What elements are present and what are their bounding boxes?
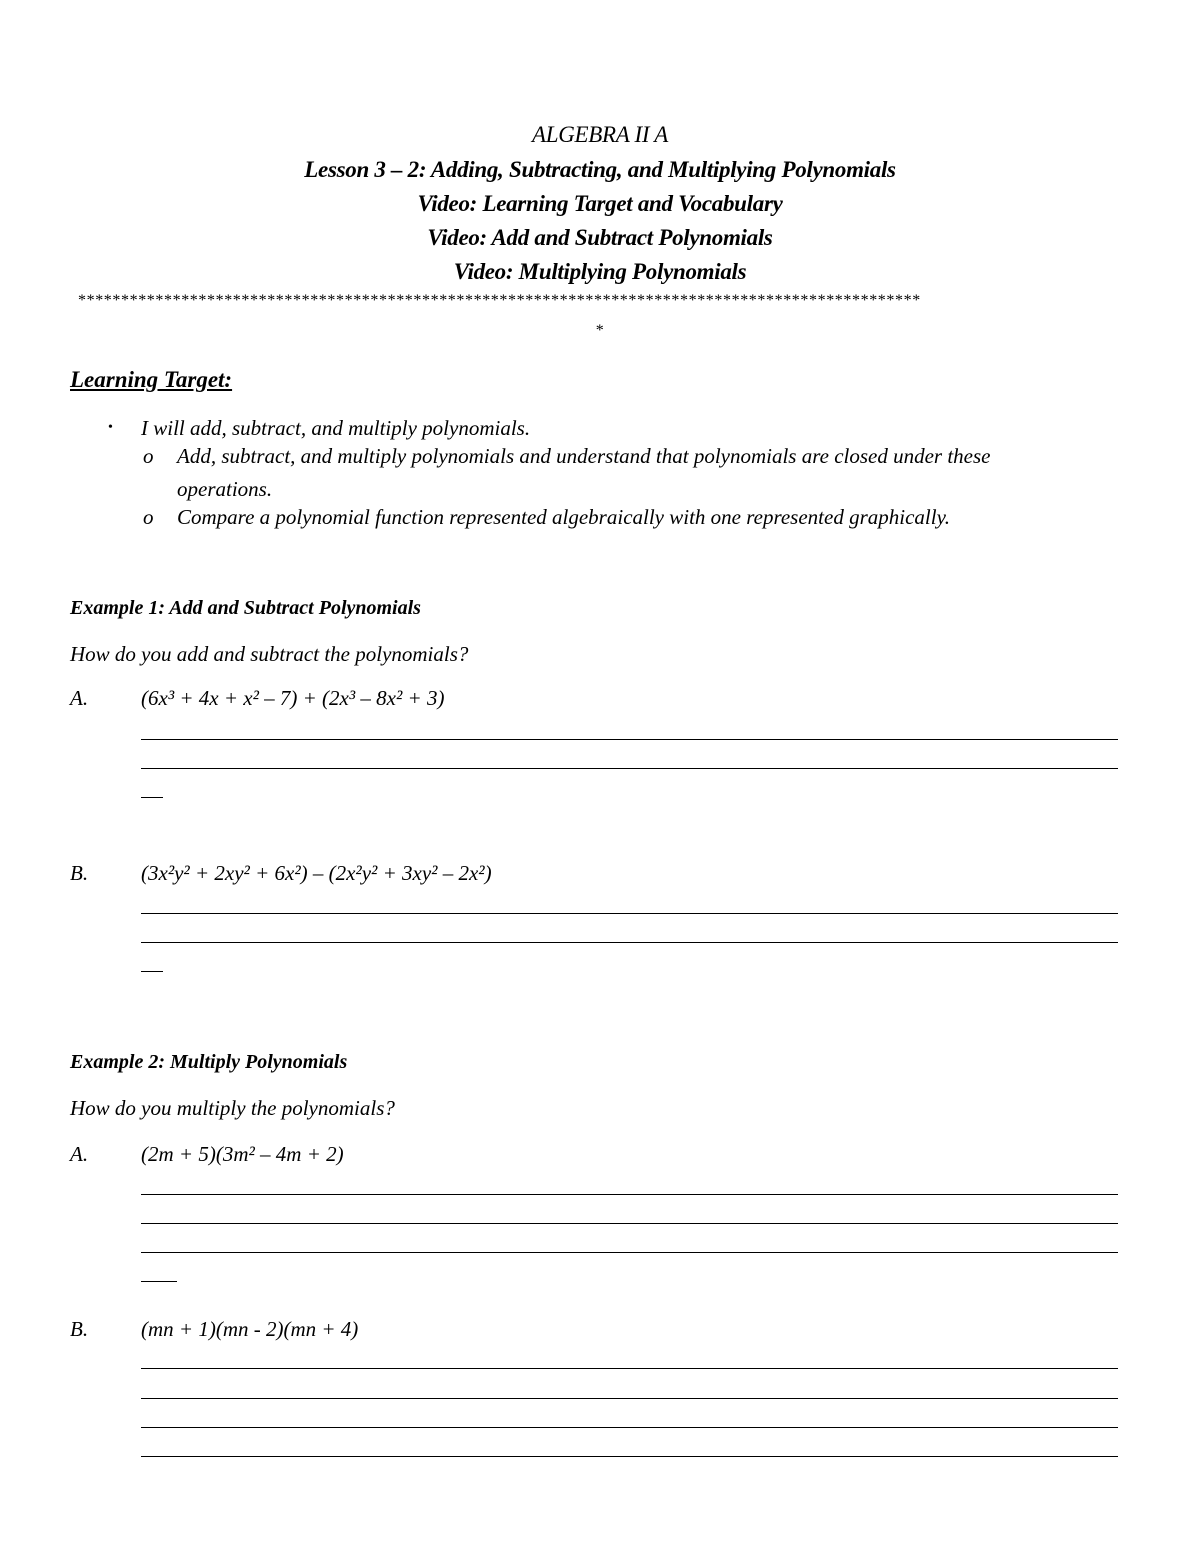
example1-title: Example 1: Add and Subtract Polynomials [70, 597, 421, 619]
learning-target-sub1: Add, subtract, and multiply polynomials and understand that polynomials are closed under these [177, 444, 991, 468]
answer-line[interactable] [141, 1368, 1118, 1369]
lesson-title: Lesson 3 – 2: Adding, Subtracting, and Multiplying Polynomials [304, 157, 896, 182]
sub-bullet-icon: o [143, 505, 154, 529]
answer-line-stub [141, 797, 163, 798]
sub-bullet-icon: o [143, 444, 154, 468]
answer-line[interactable] [141, 1427, 1118, 1428]
answer-line[interactable] [141, 913, 1118, 914]
learning-target-sub1-cont: operations. [177, 477, 273, 501]
answer-line[interactable] [141, 768, 1118, 769]
course-title: ALGEBRA II A [531, 122, 669, 147]
star-divider-end: * [595, 322, 605, 339]
answer-line[interactable] [141, 1223, 1118, 1224]
answer-line[interactable] [141, 739, 1118, 740]
example2-a-expression: (2m + 5)(3m² – 4m + 2) [141, 1142, 344, 1166]
star-divider: ************************************************************************************************** [78, 292, 921, 309]
answer-line-stub [141, 1281, 177, 1282]
example2-prompt: How do you multiply the polynomials? [70, 1096, 395, 1120]
example1-prompt: How do you add and subtract the polynomials? [70, 642, 469, 666]
example2-b-label: B. [70, 1317, 89, 1341]
learning-target-main: I will add, subtract, and multiply polynomials. [141, 416, 531, 440]
example1-b-label: B. [70, 861, 89, 885]
video-learning-target: Video: Learning Target and Vocabulary [417, 191, 783, 216]
bullet-icon: • [108, 420, 113, 435]
answer-line[interactable] [141, 942, 1118, 943]
example1-b-expression: (3x²y² + 2xy² + 6x²) – (2x²y² + 3xy² – 2x²) [141, 861, 492, 885]
answer-line[interactable] [141, 1252, 1118, 1253]
answer-line[interactable] [141, 1398, 1118, 1399]
example1-a-label: A. [70, 686, 89, 710]
video-multiplying: Video: Multiplying Polynomials [453, 259, 747, 284]
example2-a-label: A. [70, 1142, 89, 1166]
answer-line[interactable] [141, 1456, 1118, 1457]
answer-line[interactable] [141, 1194, 1118, 1195]
example2-b-expression: (mn + 1)(mn - 2)(mn + 4) [141, 1317, 359, 1341]
video-add-subtract: Video: Add and Subtract Polynomials [427, 225, 773, 250]
example2-title: Example 2: Multiply Polynomials [70, 1051, 348, 1073]
learning-target-heading: Learning Target: [70, 367, 233, 392]
example1-a-expression: (6x³ + 4x + x² – 7) + (2x³ – 8x² + 3) [141, 686, 445, 710]
answer-line-stub [141, 971, 163, 972]
learning-target-sub2: Compare a polynomial function represented algebraically with one represented graphically. [177, 505, 950, 529]
